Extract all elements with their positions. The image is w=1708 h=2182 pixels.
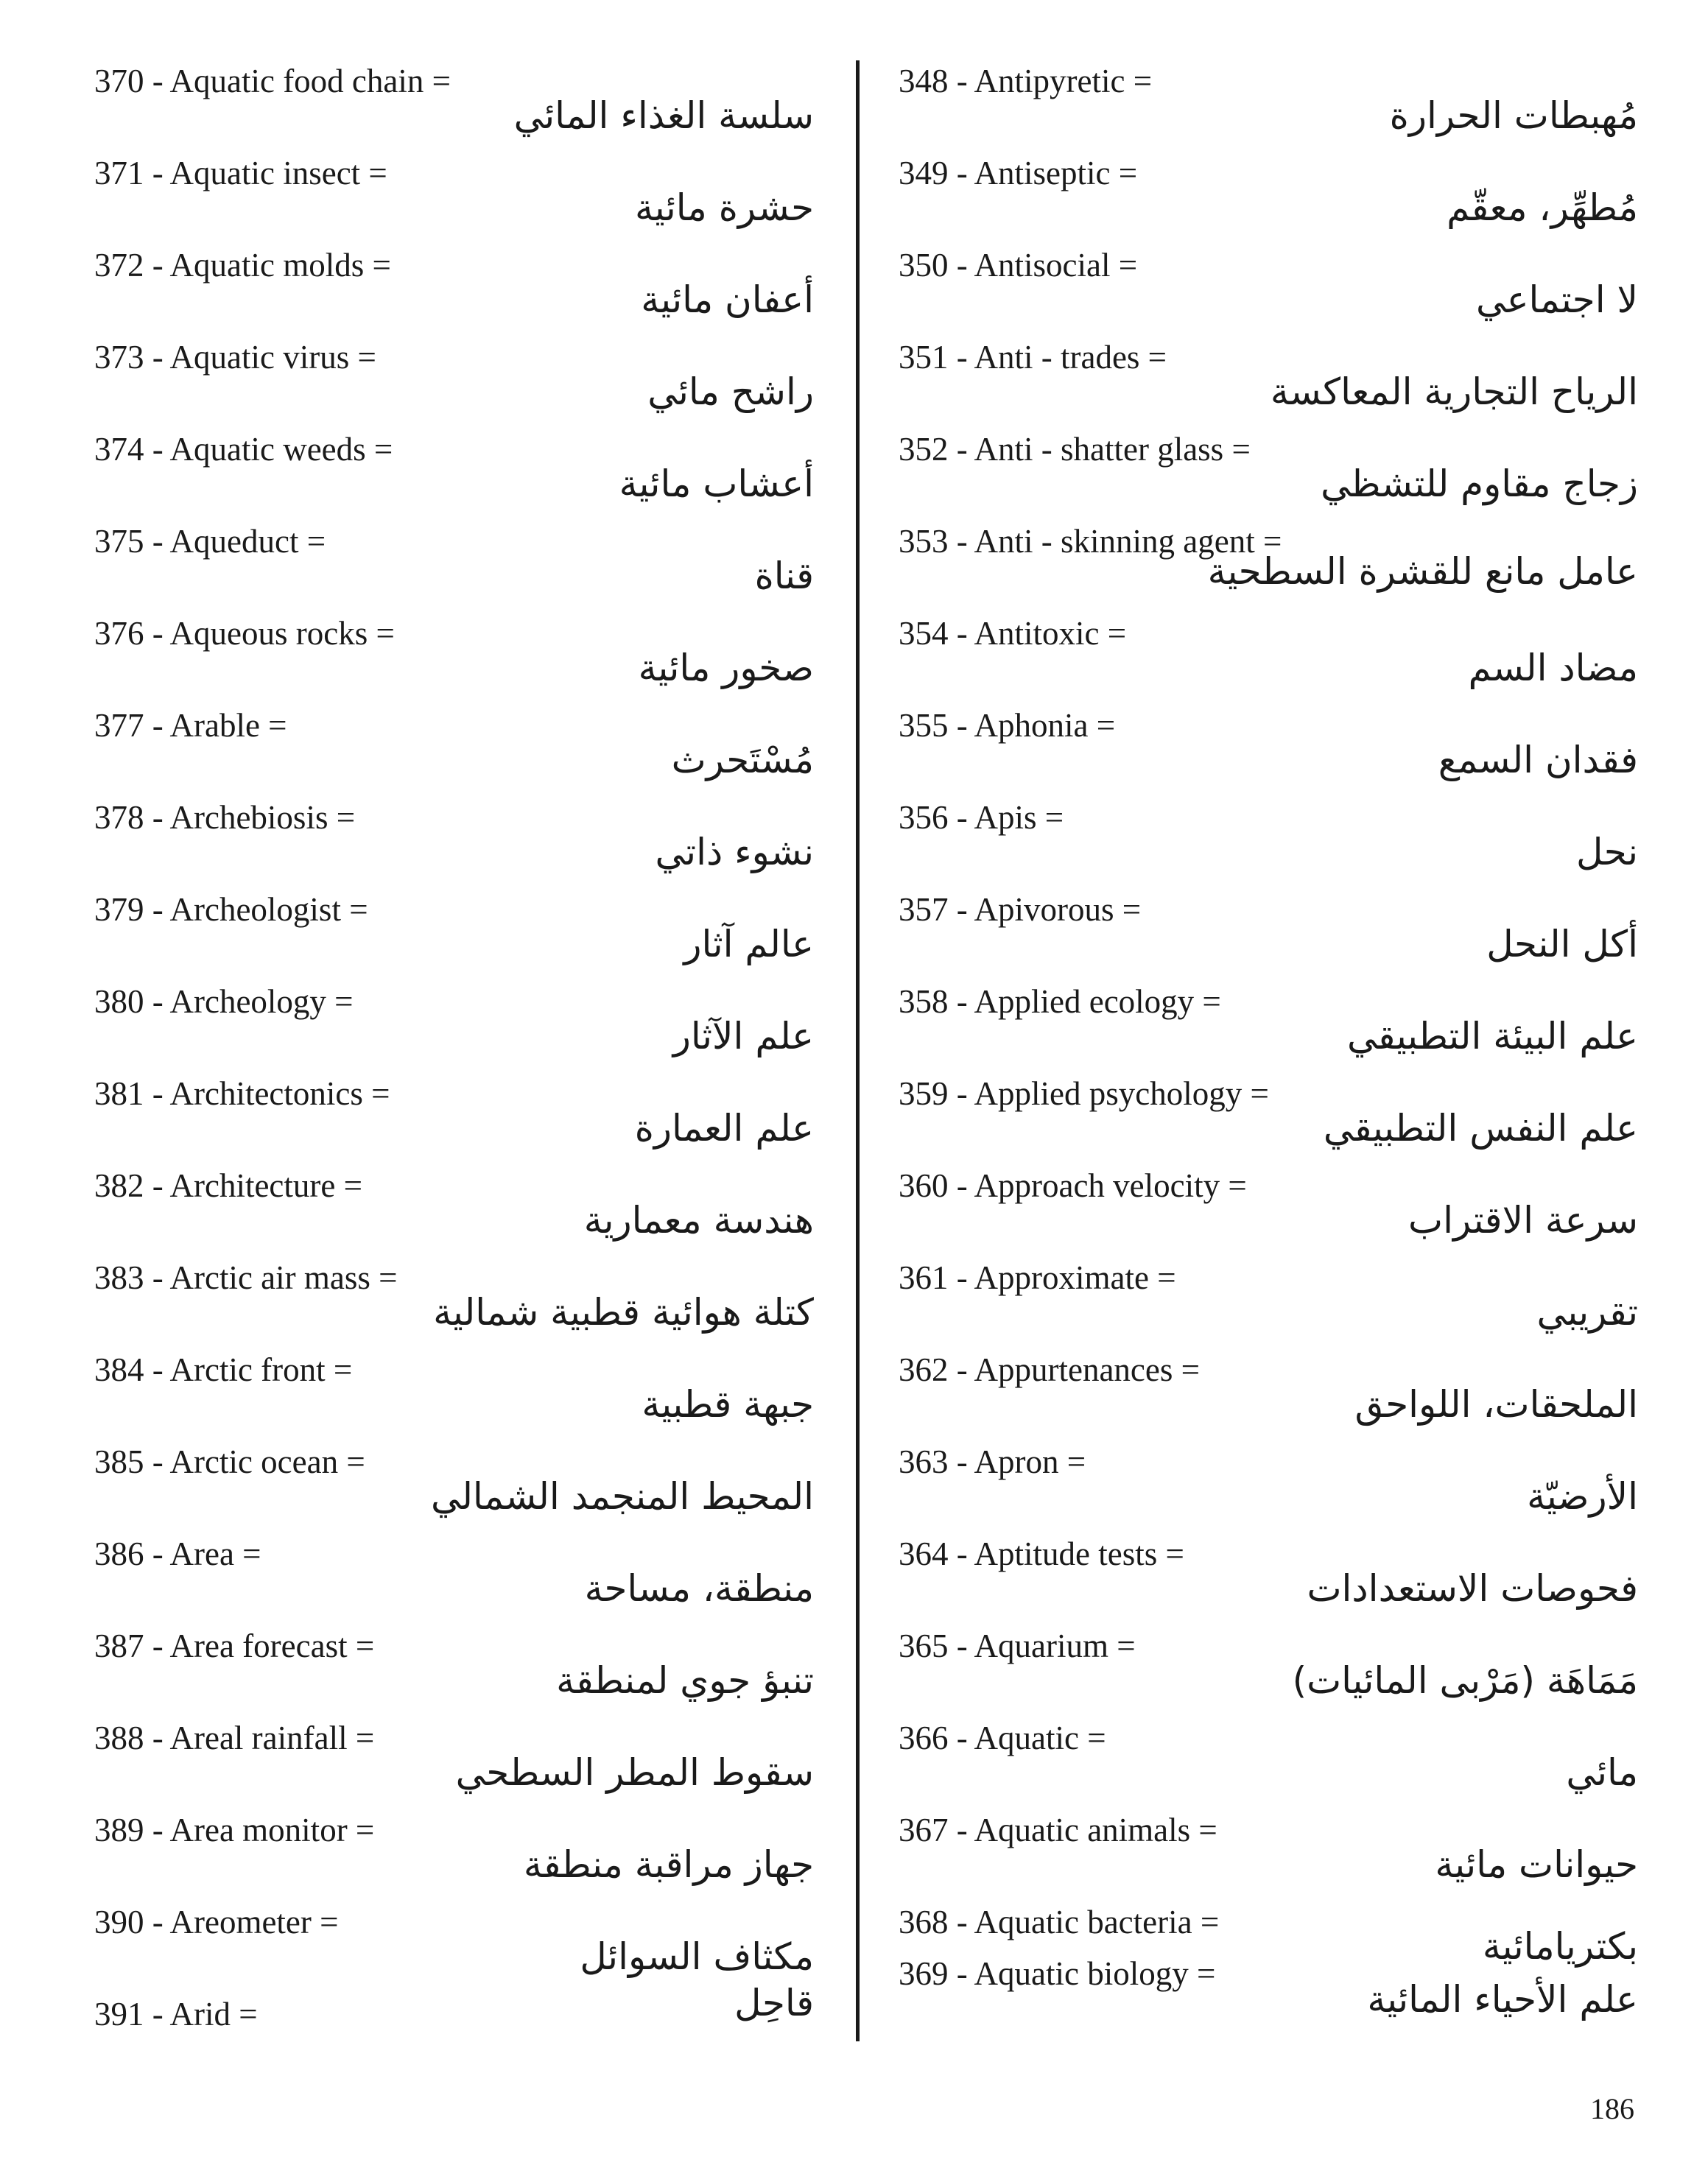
english-term: 359 - Applied psychology = (899, 1075, 1269, 1112)
arabic-translation: منطقة، مساحة (584, 1567, 814, 1610)
entry-374 (0, 431, 854, 505)
entry-378 (0, 799, 854, 873)
arabic-translation: حيوانات مائية (1435, 1843, 1638, 1886)
english-term: 388 - Areal rainfall = (94, 1720, 375, 1756)
english-term: 366 - Aquatic = (899, 1720, 1106, 1756)
entry-373 (0, 339, 854, 413)
entry-356 (854, 799, 1708, 873)
arabic-translation: علم الأحياء المائية (1367, 1978, 1638, 2021)
arabic-translation: كتلة هوائية قطبية شمالية (433, 1291, 814, 1334)
english-term: 361 - Approximate = (899, 1259, 1176, 1296)
entry-363 (854, 1443, 1708, 1518)
arabic-translation: نشوء ذاتي (655, 831, 814, 873)
english-term: 372 - Aquatic molds = (94, 247, 391, 284)
entry-355 (854, 707, 1708, 781)
arabic-translation: سلسة الغذاء المائي (513, 94, 814, 137)
entry-371 (0, 155, 854, 229)
english-term: 356 - Apis = (899, 799, 1064, 836)
arabic-translation: الملحقات، اللواحق (1354, 1383, 1638, 1426)
entry-361 (854, 1259, 1708, 1334)
entry-370 (0, 63, 854, 137)
arabic-translation: مائي (1566, 1751, 1638, 1794)
arabic-translation: راشح مائي (647, 370, 814, 413)
english-term: 377 - Arable = (94, 707, 287, 744)
english-term: 355 - Aphonia = (899, 707, 1116, 744)
entry-367 (854, 1812, 1708, 1886)
english-term: 358 - Applied ecology = (899, 983, 1221, 1020)
english-term: 375 - Aqueduct = (94, 523, 326, 560)
english-term: 360 - Approach velocity = (899, 1167, 1247, 1204)
entry-381 (0, 1075, 854, 1150)
arabic-translation: علم النفس التطبيقي (1323, 1107, 1638, 1150)
english-term: 387 - Area forecast = (94, 1627, 375, 1664)
arabic-translation: عالم آثار (683, 923, 814, 965)
english-term: 374 - Aquatic weeds = (94, 431, 393, 468)
english-term: 381 - Architectonics = (94, 1075, 390, 1112)
entry-353 (854, 523, 1708, 593)
english-term: 354 - Antitoxic = (899, 615, 1127, 652)
english-term: 382 - Architecture = (94, 1167, 362, 1204)
entry-386 (0, 1535, 854, 1610)
entry-354 (854, 615, 1708, 689)
arabic-translation: مضاد السم (1468, 647, 1638, 689)
arabic-translation: مُطهِّر، معقّم (1447, 186, 1638, 229)
arabic-translation: زجاج مقاوم للتشظي (1321, 462, 1638, 505)
english-term: 365 - Aquarium = (899, 1627, 1136, 1664)
english-term: 376 - Aqueous rocks = (94, 615, 395, 652)
entry-349 (854, 155, 1708, 229)
arabic-translation: أعشاب مائية (619, 462, 814, 505)
entry-348 (854, 63, 1708, 137)
entry-358 (854, 983, 1708, 1057)
arabic-translation: الأرضيّة (1527, 1475, 1638, 1518)
entry-387 (0, 1627, 854, 1702)
entry-390 (0, 1904, 854, 1978)
arabic-translation: لا اجتماعي (1476, 278, 1638, 321)
arabic-translation: سرعة الاقتراب (1408, 1199, 1638, 1242)
english-term: 385 - Arctic ocean = (94, 1443, 365, 1480)
english-term: 351 - Anti - trades = (899, 339, 1167, 376)
entry-384 (0, 1351, 854, 1426)
english-term: 390 - Areometer = (94, 1904, 339, 1940)
arabic-translation: نحل (1575, 831, 1638, 873)
english-term: 364 - Aptitude tests = (899, 1535, 1184, 1572)
arabic-translation: فحوصات الاستعدادات (1307, 1567, 1638, 1610)
english-term: 350 - Antisocial = (899, 247, 1138, 284)
entry-383 (0, 1259, 854, 1334)
entry-380 (0, 983, 854, 1057)
arabic-translation: تنبؤ جوي لمنطقة (556, 1659, 814, 1702)
english-term: 373 - Aquatic virus = (94, 339, 376, 376)
arabic-translation: جهاز مراقبة منطقة (523, 1843, 814, 1886)
entry-369 (854, 1955, 1708, 2021)
entry-362 (854, 1351, 1708, 1426)
entry-366 (854, 1720, 1708, 1794)
arabic-translation: صخور مائية (638, 647, 814, 689)
entry-382 (0, 1167, 854, 1242)
arabic-translation: مُسْتَحرث (671, 739, 814, 781)
arabic-translation: علم الآثار (672, 1015, 814, 1057)
english-term: 370 - Aquatic food chain = (94, 63, 451, 99)
english-term: 383 - Arctic air mass = (94, 1259, 398, 1296)
entry-377 (0, 707, 854, 781)
english-term: 363 - Apron = (899, 1443, 1086, 1480)
arabic-translation: تقريبي (1536, 1291, 1638, 1334)
arabic-translation: حشرة مائية (634, 186, 814, 229)
entry-379 (0, 891, 854, 965)
arabic-translation: مُهبطات الحرارة (1389, 94, 1638, 137)
arabic-translation: مَمَاهَة (مَرْبى المائيات) (1292, 1659, 1638, 1702)
english-term: 352 - Anti - shatter glass = (899, 431, 1251, 468)
arabic-translation: عامل مانع للقشرة السطحية (1207, 550, 1638, 593)
english-term: 369 - Aquatic biology = (899, 1955, 1216, 1992)
english-term: 353 - Anti - skinning agent = (899, 523, 1282, 560)
page-number: 186 (1590, 2092, 1634, 2125)
arabic-translation: فقدان السمع (1438, 739, 1638, 781)
arabic-translation: قناة (754, 555, 814, 597)
entry-385 (0, 1443, 854, 1518)
english-term: 349 - Antiseptic = (899, 155, 1138, 191)
arabic-translation: أعفان مائية (641, 278, 814, 321)
english-term: 389 - Area monitor = (94, 1812, 375, 1848)
arabic-translation: علم العمارة (634, 1107, 814, 1150)
english-term: 368 - Aquatic bacteria = (899, 1904, 1220, 1940)
entry-365 (854, 1627, 1708, 1702)
entry-360 (854, 1167, 1708, 1242)
english-term: 348 - Antipyretic = (899, 63, 1153, 99)
english-term: 367 - Aquatic animals = (899, 1812, 1217, 1848)
entry-357 (854, 891, 1708, 965)
entry-391 (0, 1982, 854, 2062)
entry-375 (0, 523, 854, 597)
english-term: 391 - Arid = (94, 1996, 258, 2033)
arabic-translation: بكتريامائية (1482, 1925, 1638, 1968)
arabic-translation: جبهة قطبية (642, 1383, 814, 1426)
english-term: 379 - Archeologist = (94, 891, 368, 928)
english-term: 380 - Archeology = (94, 983, 354, 1020)
entry-364 (854, 1535, 1708, 1610)
arabic-translation: قاحِل (734, 1982, 814, 2024)
english-term: 386 - Area = (94, 1535, 261, 1572)
entry-352 (854, 431, 1708, 505)
arabic-translation: مكثاف السوائل (580, 1935, 814, 1978)
entry-388 (0, 1720, 854, 1794)
english-term: 371 - Aquatic insect = (94, 155, 387, 191)
english-term: 362 - Appurtenances = (899, 1351, 1201, 1388)
entry-350 (854, 247, 1708, 321)
english-term: 357 - Apivorous = (899, 891, 1142, 928)
arabic-translation: الرياح التجارية المعاكسة (1270, 370, 1638, 413)
english-term: 384 - Arctic front = (94, 1351, 353, 1388)
entry-351 (854, 339, 1708, 413)
entry-389 (0, 1812, 854, 1886)
english-term: 378 - Archebiosis = (94, 799, 356, 836)
entry-372 (0, 247, 854, 321)
arabic-translation: أكل النحل (1486, 923, 1638, 965)
arabic-translation: سقوط المطر السطحي (455, 1751, 814, 1794)
entry-359 (854, 1075, 1708, 1150)
arabic-translation: هندسة معمارية (583, 1199, 814, 1242)
arabic-translation: علم البيئة التطبيقي (1346, 1015, 1638, 1057)
entry-376 (0, 615, 854, 689)
arabic-translation: المحيط المنجمد الشمالي (431, 1475, 814, 1518)
